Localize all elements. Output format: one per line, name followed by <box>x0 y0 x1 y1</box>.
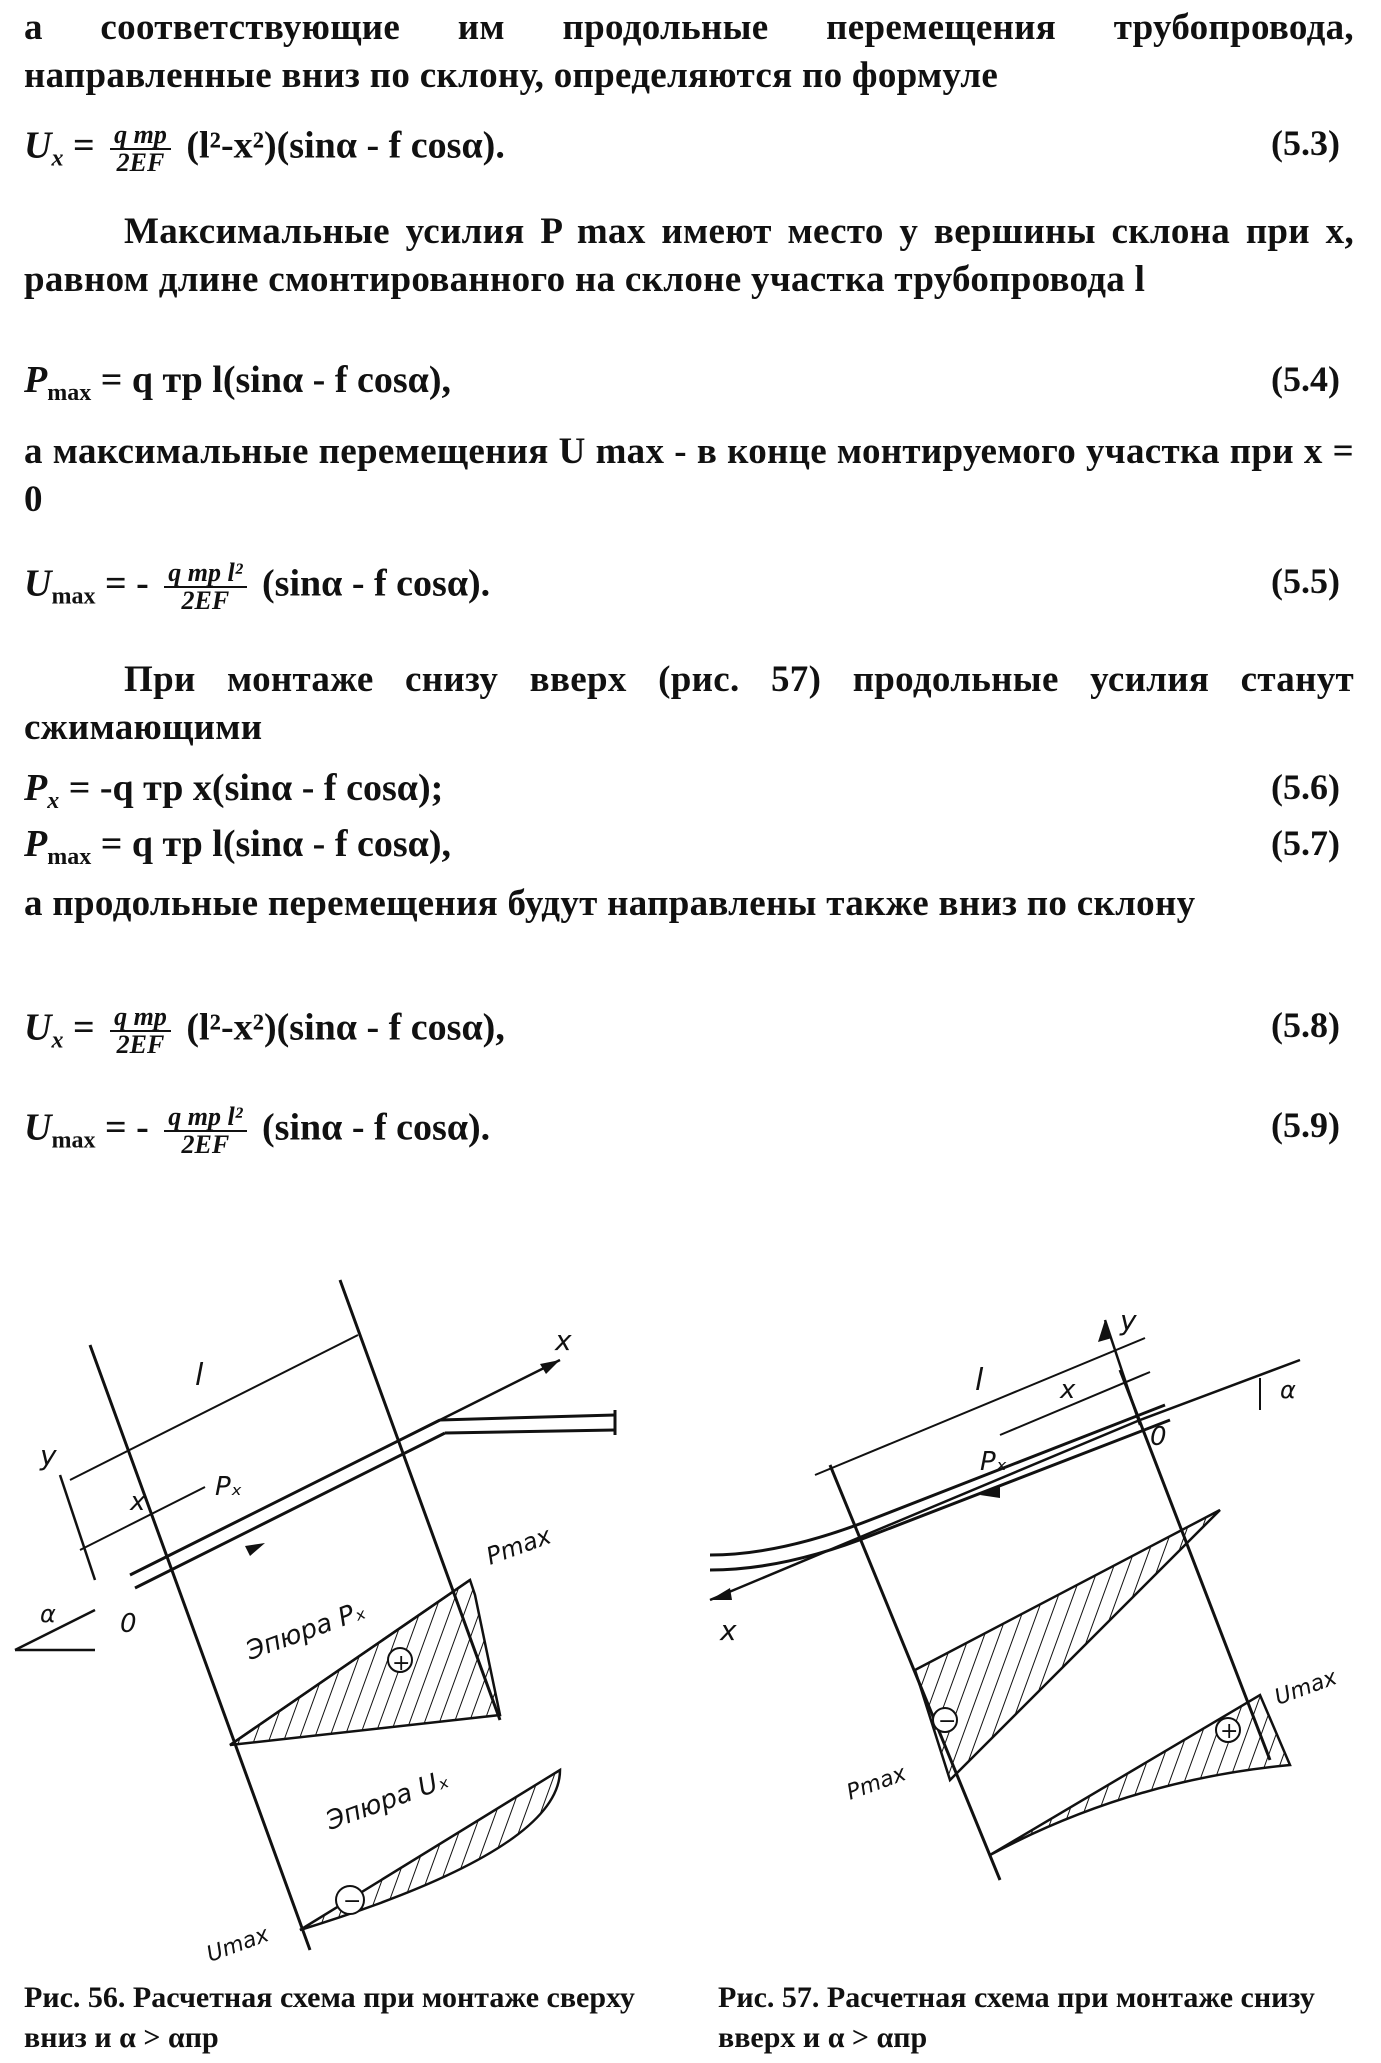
paragraph-2: Максимальные усилия P max имеют место у вершины склона при x, равном длине смонтированного на склоне участка трубопровода l <box>24 211 1354 300</box>
fraction-numerator: q тр <box>110 122 171 150</box>
paragraph-4: При монтаже снизу вверх (рис. 57) продольные усилия станут сжимающими <box>24 659 1354 748</box>
pipe-upper-edge <box>130 1420 440 1575</box>
fraction <box>164 560 246 614</box>
fraction-numerator: q тр <box>110 1004 171 1032</box>
eq-sub: max <box>51 583 96 610</box>
eq-sign: = <box>68 767 91 809</box>
equation-number: (5.3) <box>1271 123 1340 163</box>
px-force-label: Pₓ <box>980 1447 1008 1477</box>
equation-5-8 <box>24 1004 1354 1064</box>
y-axis-label: y <box>1120 1310 1137 1337</box>
eq-lhs: P <box>24 359 48 401</box>
umax-label: Umax <box>203 1922 273 1968</box>
pipe-lower-edge <box>135 1433 445 1588</box>
x-segment-label: x <box>1060 1375 1076 1405</box>
eq-sign: = - <box>104 1106 149 1149</box>
x-axis-arrow-icon <box>710 1588 732 1600</box>
eq-sign: = - <box>104 562 149 605</box>
eq-sign: = <box>100 359 123 401</box>
equation-5-5 <box>24 560 1354 620</box>
origin-label: 0 <box>1150 1422 1167 1452</box>
x-axis-arrow-icon <box>540 1360 560 1374</box>
figure-56-diagram <box>0 1250 640 1970</box>
y-axis-label: y <box>40 1439 57 1472</box>
equation-number: (5.7) <box>1271 823 1340 863</box>
alpha-angle-label: α <box>1280 1376 1296 1404</box>
x-segment-label: x <box>130 1487 146 1517</box>
fraction-denominator: 2EF <box>116 1030 165 1059</box>
eq-rest: (l²-x²)(sinα - f cosα), <box>186 1006 505 1049</box>
eq-sub: x <box>47 788 60 814</box>
equation-number: (5.8) <box>1271 1005 1340 1045</box>
eq-lhs: U <box>24 1006 52 1049</box>
equation-5-6 <box>24 766 1354 826</box>
fraction-numerator: q тр l² <box>164 560 246 588</box>
epure-px-area <box>230 1580 500 1745</box>
equation-number: (5.4) <box>1271 359 1340 399</box>
eq-rest: (sinα - f cosα). <box>262 1106 491 1149</box>
pmax-label: Pmax <box>482 1521 555 1571</box>
equation-5-7 <box>24 822 1354 882</box>
eq-lhs: P <box>24 767 48 809</box>
pipe-bottom-horizontal <box>445 1430 615 1433</box>
origin-label: 0 <box>120 1609 137 1639</box>
equation-5-3 <box>24 122 1354 182</box>
epure-ux-label: Эпюра Uₓ <box>322 1764 453 1837</box>
l-dimension-label: l <box>195 1358 204 1393</box>
equation-number: (5.6) <box>1271 767 1340 807</box>
paragraph-5: а продольные перемещения будут направлены также вниз по склону <box>24 883 1196 924</box>
eq-sign: = <box>100 823 123 865</box>
paragraph-3: а максимальные перемещения U max - в конце монтируемого участка при x = 0 <box>24 431 1354 520</box>
eq-sub: max <box>47 380 92 406</box>
pmax-label: Pmax <box>843 1761 910 1806</box>
eq-sub: max <box>47 844 92 870</box>
minus-sign-label: − <box>938 1709 957 1734</box>
epure-ux-area <box>990 1695 1290 1855</box>
eq-rest: q тр l(sinα - f cosα), <box>131 359 451 401</box>
eq-rest: (l²-x²)(sinα - f cosα). <box>186 124 505 167</box>
umax-label: Umax <box>1271 1665 1341 1711</box>
x-axis-line <box>710 1420 1140 1600</box>
eq-sub: x <box>51 1027 64 1054</box>
plus-sign-label: + <box>392 1651 411 1676</box>
equation-number: (5.9) <box>1271 1105 1340 1145</box>
pipe-upper-edge <box>710 1405 1165 1555</box>
l-dimension-label: l <box>975 1363 984 1398</box>
figure-57-caption: Рис. 57. Расчетная схема при монтаже снизу вверх и α > αпр <box>718 1981 1315 2054</box>
fraction <box>164 1104 246 1158</box>
figure-56-caption: Рис. 56. Расчетная схема при монтаже сверху вниз и α > αпр <box>24 1981 635 2054</box>
fraction-numerator: q тр l² <box>164 1104 246 1132</box>
epure-px-area <box>915 1510 1220 1780</box>
eq-lhs: U <box>24 562 52 605</box>
fraction-denominator: 2EF <box>181 586 230 615</box>
fraction <box>110 122 171 176</box>
eq-rest: (sinα - f cosα). <box>262 562 491 605</box>
plus-sign-label: + <box>1220 1719 1239 1744</box>
equation-5-4 <box>24 358 1354 418</box>
x-axis-label: x <box>720 1614 737 1647</box>
px-arrow-icon <box>245 1543 265 1556</box>
pipe-top-horizontal <box>440 1415 615 1420</box>
equation-number: (5.5) <box>1271 561 1340 601</box>
eq-sub: x <box>51 145 64 172</box>
slope-line <box>1140 1360 1300 1420</box>
equation-5-9 <box>24 1104 1354 1164</box>
fraction <box>110 1004 171 1058</box>
paragraph-1: а соответствующие им продольные перемещения трубопровода, направленные вниз по склону, определяются по формуле <box>24 7 1354 96</box>
px-force-label: Pₓ <box>215 1472 243 1502</box>
eq-lhs: U <box>24 124 52 167</box>
x-axis-label: x <box>555 1324 572 1357</box>
eq-lhs: P <box>24 823 48 865</box>
eq-lhs: U <box>24 1106 52 1149</box>
eq-sub: max <box>51 1127 96 1154</box>
eq-rest: q тр l(sinα - f cosα), <box>131 823 451 865</box>
figure-57-diagram <box>700 1310 1370 1910</box>
alpha-angle-label: α <box>40 1600 56 1628</box>
epure-px-label: Эпюра Pₓ <box>242 1595 370 1667</box>
eq-sign: = <box>72 1006 95 1049</box>
eq-rest: -q тр x(sinα - f cosα); <box>99 767 444 809</box>
eq-sign: = <box>72 124 95 167</box>
fraction-denominator: 2EF <box>181 1130 230 1159</box>
y-axis-line <box>60 1475 95 1580</box>
minus-sign-label: − <box>343 1889 362 1914</box>
fraction-denominator: 2EF <box>116 148 165 177</box>
